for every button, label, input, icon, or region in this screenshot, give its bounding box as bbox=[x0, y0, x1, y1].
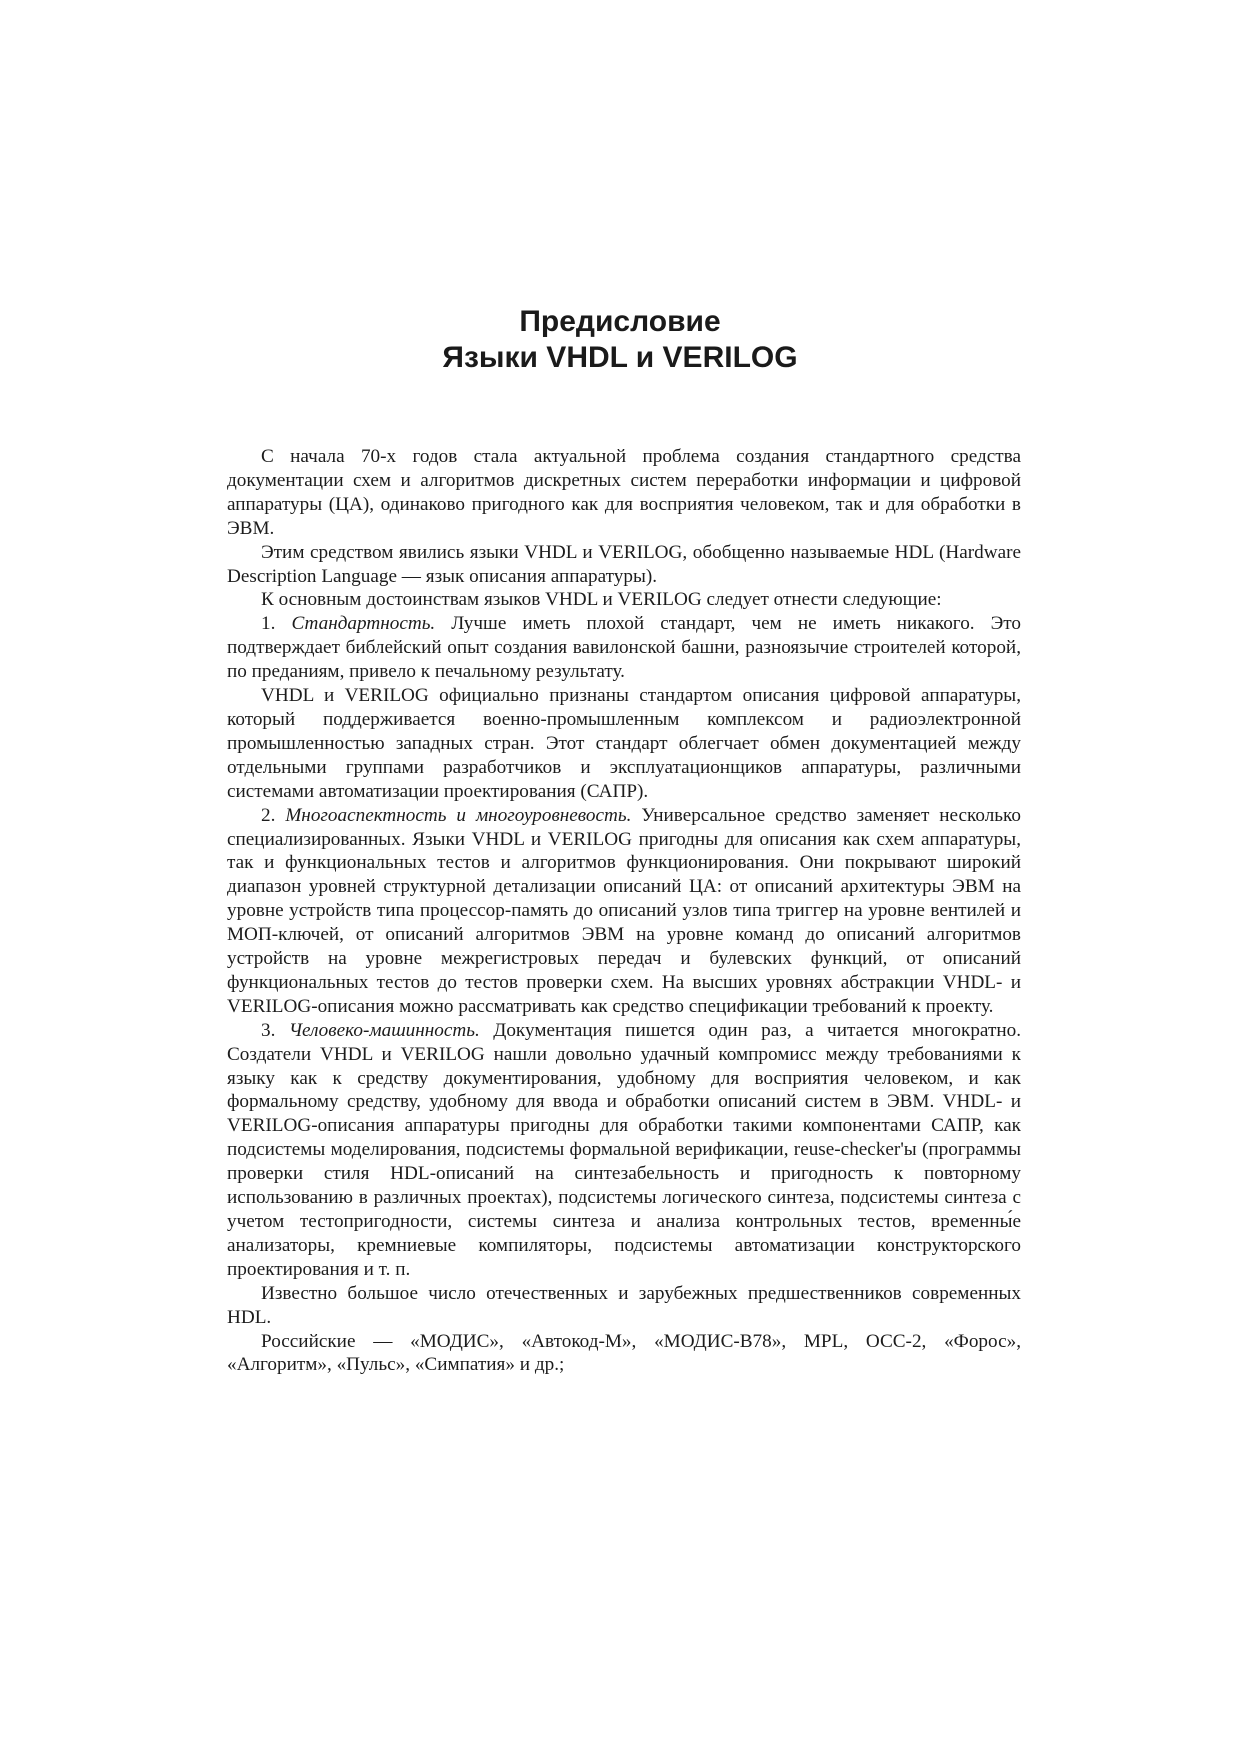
paragraph-point-1: 1. Стандартность. Лучше иметь плохой стандарт, чем не иметь никакого. Это подтверждает библейский опыт создания вавилонской башни, разноязычие строителей которой, по преданиям, привело к печальному результату. bbox=[227, 613, 1022, 683]
paragraph-point-3: 3. Человеко-машинность. Документация пишется один раз, а читается многократно. Создатели VHDL и VERILOG нашли довольно удачный компромисс между требованиями к языку как к средству документирования, удобному для восприятия человеком, и как формальному средству, удобному для ввода и обработки описаний систем в ЭВМ. VHDL- и VERILOG-описания аппаратуры пригодны для обработки такими компонентами САПР, как подсистемы моделирования, подсистемы формальной верификации, reuse-checker'ы (программы проверки стиля HDL-описаний на синтезабельность и пригодность к повторному использованию в различных проектах), подсистемы логического синтеза, подсистемы синтеза с учетом тестопригодности, системы синтеза и анализа контрольных тестов, временны́е анализаторы, кремниевые компиляторы, подсистемы автоматизации конструкторского проектирования и т. п. bbox=[227, 1019, 1021, 1280]
paragraph-russian-languages: Российские — «МОДИС», «Автокод-М», «МОДИС-В78», MPL, ОСС-2, «Форос», «Алгоритм», «Пульс», «Симпатия» и др.; bbox=[227, 1330, 1021, 1376]
paragraph-predecessors: Известно большое число отечественных и зарубежных предшественников современных HDL. bbox=[227, 1282, 1021, 1328]
point-2-term: Многоаспектность и многоуровневость. bbox=[285, 804, 632, 826]
paragraph-advantages-lead: К основным достоинствам языков VHDL и VERILOG следует отнести следующие: bbox=[261, 589, 942, 611]
point-1-term: Стандартность. bbox=[291, 613, 436, 635]
chapter-title: Предисловие bbox=[519, 305, 721, 338]
paragraph-intro: С начала 70-х годов стала актуальной проблема создания стандартного средства документации схем и алгоритмов дискретных систем переработки информации и цифровой аппаратуры (ЦА), одинаково пригодного как для восприятия человеком, так и для обработки в ЭВМ. bbox=[227, 446, 1021, 539]
paragraph-standard: VHDL и VERILOG официально признаны стандартом описания цифровой аппаратуры, который поддерживается военно-промышленным комплексом и радиоэлектронной промышленностью западных стран. Этот стандарт облегчает обмен документацией между отдельными группами разработчиков и эксплуатационщиков аппаратуры, различными системами автоматизации проектирования (САПР). bbox=[227, 685, 1021, 802]
chapter-heading bbox=[0, 304, 1240, 376]
chapter-subtitle: Языки VHDL и VERILOG bbox=[442, 341, 798, 374]
point-3-term: Человеко-машинность. bbox=[288, 1019, 480, 1041]
paragraph-hdl-definition: Этим средством явились языки VHDL и VERILOG, обобщенно называемые HDL (Hardware Description Language — язык описания аппаратуры). bbox=[227, 541, 1021, 587]
paragraph-point-2: 2. Многоаспектность и многоуровневость. Универсальное средство заменяет несколько специализированных. Языки VHDL и VERILOG пригодны для описания как схем аппаратуры, так и функциональных тестов и алгоритмов функционирования. Они покрывают широкий диапазон уровней структурной детализации описаний ЦА: от описаний архитектуры ЭВМ на уровне устройств типа процессор-память до описаний узлов типа триггер на уровне вентилей и МОП-ключей, от описаний алгоритмов ЭВМ на уровне команд до описаний алгоритмов устройств на уровне межрегистровых передач и булевских функций, от описаний функциональных тестов до тестов проверки схем. На высших уровнях абстракции VHDL- и VERILOG-описания можно рассматривать как средство спецификации требований к проекту. bbox=[227, 804, 1021, 1017]
body-text bbox=[227, 445, 1021, 1377]
